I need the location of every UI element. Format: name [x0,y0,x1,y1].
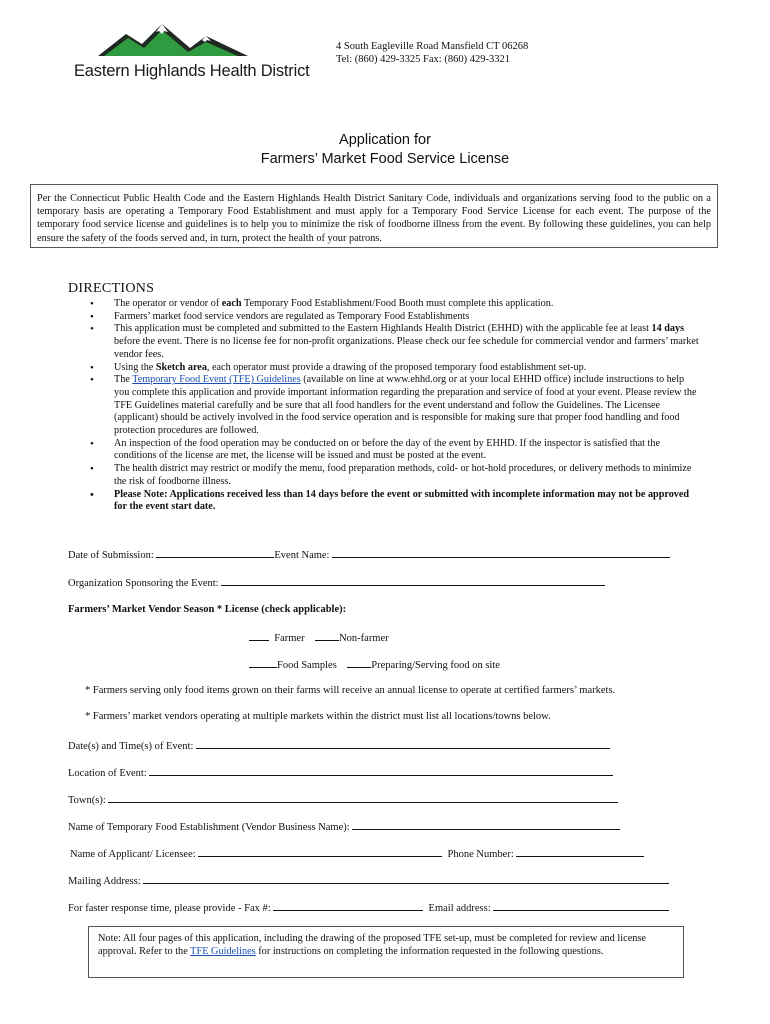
dates-label: Date(s) and Time(s) of Event: [68,741,197,752]
item-text: , each operator must provide a drawing of the proposed temporary food establishment set-up. [206,361,587,373]
preparing-label: Preparing/Serving food on site [371,660,500,671]
mountain-logo-icon [98,22,248,56]
org-name: Eastern Highlands Health District [74,62,310,80]
list-item [68,374,700,438]
list-item: • The health district may restrict or modify the menu, food preparation methods, cold- or hot-hold procedures, or delivery methods to minimize the risk of foodborne illness. [68,463,700,488]
dates-row [68,739,610,752]
item-text: The operator or vendor of [114,298,222,309]
preparing-check-field[interactable] [347,658,371,668]
fax-email-row [68,901,669,914]
note-box [88,926,684,978]
food-type-row [249,658,500,671]
farmer-check-field[interactable] [249,631,269,641]
list-item: • Please Note: Applications received less than 14 days before the event or submitted with incomplete information may not be approved for the event start date. [68,489,700,514]
mailing-label: Mailing Address: [68,876,144,887]
directions-list [68,298,700,514]
org-row [68,576,605,589]
vendor-business-name-field[interactable] [352,820,620,830]
item-bold-text: 14 days [651,323,685,335]
nonfarmer-label: Non-farmer [339,633,389,644]
footnote-1: * Farmers serving only food items grown on their farms will receive an annual license to operate at certified farmers’ markets. [85,685,616,696]
mailing-row [68,874,669,887]
farmer-label: Farmer [274,633,305,644]
fax-field[interactable] [273,901,423,911]
towns-label: Town(s): [68,795,109,806]
item-bold-text: Sketch area [155,361,207,373]
item-text: Temporary Food Establishment/Food Booth must complete this application. [241,298,554,309]
email-field[interactable] [493,901,669,911]
food-samples-label: Food Samples [277,660,337,671]
list-item [68,298,700,311]
email-label: Email address: [428,903,494,914]
org-logo [74,22,310,84]
towns-row [68,793,618,806]
dates-times-field[interactable] [196,739,610,749]
directions-heading: DIRECTIONS [68,281,155,296]
tfe-guidelines-link[interactable]: TFE Guidelines [190,946,256,958]
list-item: • An inspection of the food operation may be conducted on or before the day of the event by EHHD. If the inspector is satisfied that the conditions of the license are met, the license will be issued and must be posted at the event. [68,438,700,463]
title-line-2: Farmers’ Market Food Service License [260,151,510,167]
fax-label: For faster response time, please provide - Fax #: [68,903,274,914]
org-address-block [336,40,528,66]
item-text: Using the [114,361,156,373]
farmer-row [249,631,389,644]
tfe-name-row [68,820,620,833]
phone-label: Phone Number: [447,849,517,860]
item-text: The [114,374,133,386]
location-label: Location of Event: [68,768,150,779]
note-text: Note: All four pages of this application, including the drawing of the proposed TFE set-up, must be completed for review and license approval. Refer to the [98,933,646,958]
applicant-label: Name of Applicant/ Licensee: [70,849,199,860]
tfe-name-label: Name of Temporary Food Establishment (Vendor Business Name): [68,822,353,833]
item-text: (available on line at www.ehhd.org or at your local EHHD office) include instructions to help you complete this application and provide important information regarding the preparation and service of food at your event. Please review the TFE Guidelines material carefully and be sure that all food handlers for the event understand and follow the Guidelines. The Licensee (applicant) should be actively involved in the food service operation and is responsible for making sure that proper food handling and food protection procedures are followed. [114,374,697,437]
date-of-submission-field[interactable] [156,548,274,558]
food-samples-check-field[interactable] [249,658,277,668]
nonfarmer-check-field[interactable] [315,631,339,641]
tfe-guidelines-link[interactable]: Temporary Food Event (TFE) Guidelines [132,374,301,386]
item-text: before the event. There is no license fee for non-profit organizations. Please check our fee schedule for commercial vendor and farmers’ market vendor fees. [114,336,699,360]
page-title [0,131,770,169]
list-item: • Farmers’ market food service vendors are regulated as Temporary Food Establishments [68,311,700,324]
location-row [68,766,613,779]
applicant-row [70,847,644,860]
org-phone-fax: Tel: (860) 429-3325 Fax: (860) 429-3321 [336,54,510,65]
org-address: 4 South Eagleville Road Mansfield CT 06268 [336,41,529,52]
org-label: Organization Sponsoring the Event: [68,578,222,589]
footnote-2: * Farmers’ market vendors operating at multiple markets within the district must list all locations/towns below. [85,711,551,722]
phone-number-field[interactable] [516,847,644,857]
applicant-name-field[interactable] [198,847,442,857]
list-item [68,362,700,375]
list-item [68,323,700,361]
item-bold-text: each [221,298,242,309]
location-field[interactable] [149,766,613,776]
date-label: Date of Submission: [68,550,157,561]
event-name-field[interactable] [332,548,670,558]
event-name-label: Event Name: [274,550,333,561]
item-text: This application must be completed and submitted to the Eastern Highlands Health District (EHHD) with the applicable fee at least [114,323,652,335]
note-text: for instructions on completing the information requested in the following questions. [255,946,604,958]
organization-field[interactable] [221,576,605,586]
title-line-1: Application for [339,132,431,148]
mailing-address-field[interactable] [143,874,669,884]
season-label: Farmers’ Market Vendor Season * License (check applicable): [68,604,347,615]
intro-box: Per the Connecticut Public Health Code and the Eastern Highlands Health District Sanitary Code, individuals and organizations serving food to the public on a temporary basis are operating a Temporary Food Establishment and must apply for a Temporary Food Service License for each event. The purpose of the temporary food service license and guidelines is to help you to minimize the risk of foodborne illness from the event. By following these guidelines, you can help ensure the safety of the foods served and, in turn, protect the health of your patrons. [30,184,718,248]
towns-field[interactable] [108,793,618,803]
date-event-row [68,548,670,561]
